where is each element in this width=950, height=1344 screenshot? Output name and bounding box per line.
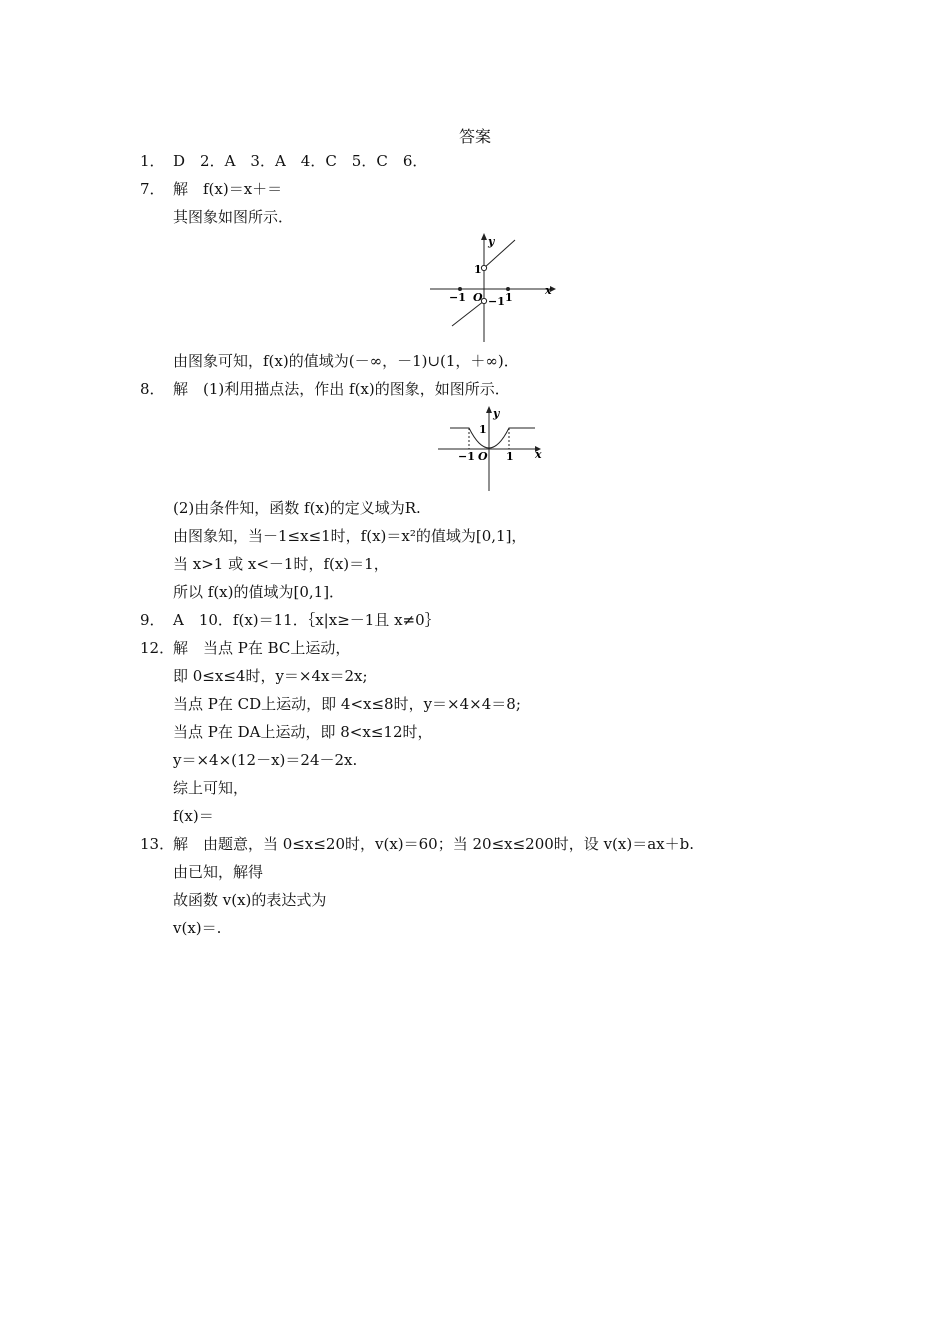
answer-line-13d: v(x)＝. xyxy=(173,919,222,937)
answer-line-12b: 即 0≤x≤4时，y＝×4x＝2x; xyxy=(173,667,368,685)
fig2-origin-label: O xyxy=(478,450,488,463)
answer-line-7: 解 f(x)＝x＋＝ xyxy=(173,180,283,198)
fig2-xtick-1: 1 xyxy=(506,450,514,463)
answer-line-8b: (2)由条件知，函数 f(x)的定义域为R. xyxy=(173,499,421,517)
answer-line-8d: 当 x>1 或 x<－1时，f(x)＝1， xyxy=(173,555,389,573)
answer-line-12f: 综上可知， xyxy=(173,779,249,797)
fig2-x-label: x xyxy=(535,448,542,461)
answer-line-12d: 当点 P在 DA上运动，即 8<x≤12时， xyxy=(173,723,433,741)
answer-line-12g: f(x)＝ xyxy=(173,807,214,825)
page-title: 答案 xyxy=(458,127,491,146)
item-number-7: 7． xyxy=(140,180,165,198)
item-number-8: 8． xyxy=(140,380,165,398)
fig1-y-label: y xyxy=(488,235,495,248)
answer-line-12e: y＝×4×(12－x)＝24－2x. xyxy=(173,751,358,769)
answer-line-9: A 10．f(x)＝11．｛x|x≥－1且 x≠0｝ xyxy=(173,611,440,629)
answer-line-12: 解 当点 P在 BC上运动， xyxy=(173,639,351,657)
answer-line-7c: 由图象可知，f(x)的值域为(－∞，－1)∪(1，＋∞)． xyxy=(173,352,519,370)
answer-line-7b: 其图象如图所示． xyxy=(173,208,294,226)
fig2-curve xyxy=(450,428,535,448)
graph-figure-2 xyxy=(435,403,550,493)
fig2-xtick-neg1: −1 xyxy=(458,450,475,463)
fig1-xtick-1: 1 xyxy=(505,291,513,304)
answer-line-13: 解 由题意，当 0≤x≤20时，v(x)＝60；当 20≤x≤200时，设 v(x)＝ax＋b. xyxy=(173,835,694,853)
fig2-y-label: y xyxy=(493,407,500,420)
answer-line-8e: 所以 f(x)的值域为[0,1]． xyxy=(173,583,345,601)
item-number-1: 1． xyxy=(140,152,165,170)
fig1-y-arrow xyxy=(481,233,487,240)
fig1-origin-label: O xyxy=(473,291,483,304)
graph-figure-1 xyxy=(425,230,560,345)
fig1-tick-neg1: −1 xyxy=(488,295,505,308)
answer-line-12c: 当点 P在 CD上运动，即 4<x≤8时，y＝×4×4＝8; xyxy=(173,695,521,713)
fig2-y-arrow xyxy=(486,406,492,413)
fig1-tick-1: 1 xyxy=(474,263,482,276)
item-number-13: 13． xyxy=(140,835,175,853)
fig1-open-point-top xyxy=(481,265,486,270)
answer-line-1: D 2．A 3．A 4．C 5．C 6． xyxy=(173,152,428,170)
answer-line-13c: 故函数 v(x)的表达式为 xyxy=(173,891,327,909)
item-number-12: 12． xyxy=(140,639,175,657)
item-number-9: 9． xyxy=(140,611,165,629)
fig1-x-label: x xyxy=(545,284,552,297)
fig2-tick-1: 1 xyxy=(479,423,487,436)
fig1-lower-branch xyxy=(452,301,484,326)
answer-line-8: 解 (1)利用描点法，作出 f(x)的图象，如图所示． xyxy=(173,380,510,398)
answer-line-13b: 由已知，解得 xyxy=(173,863,264,881)
fig1-xtick-neg1: −1 xyxy=(449,291,466,304)
answer-line-8c: 由图象知，当－1≤x≤1时，f(x)＝x²的值域为[0,1]， xyxy=(173,527,527,545)
